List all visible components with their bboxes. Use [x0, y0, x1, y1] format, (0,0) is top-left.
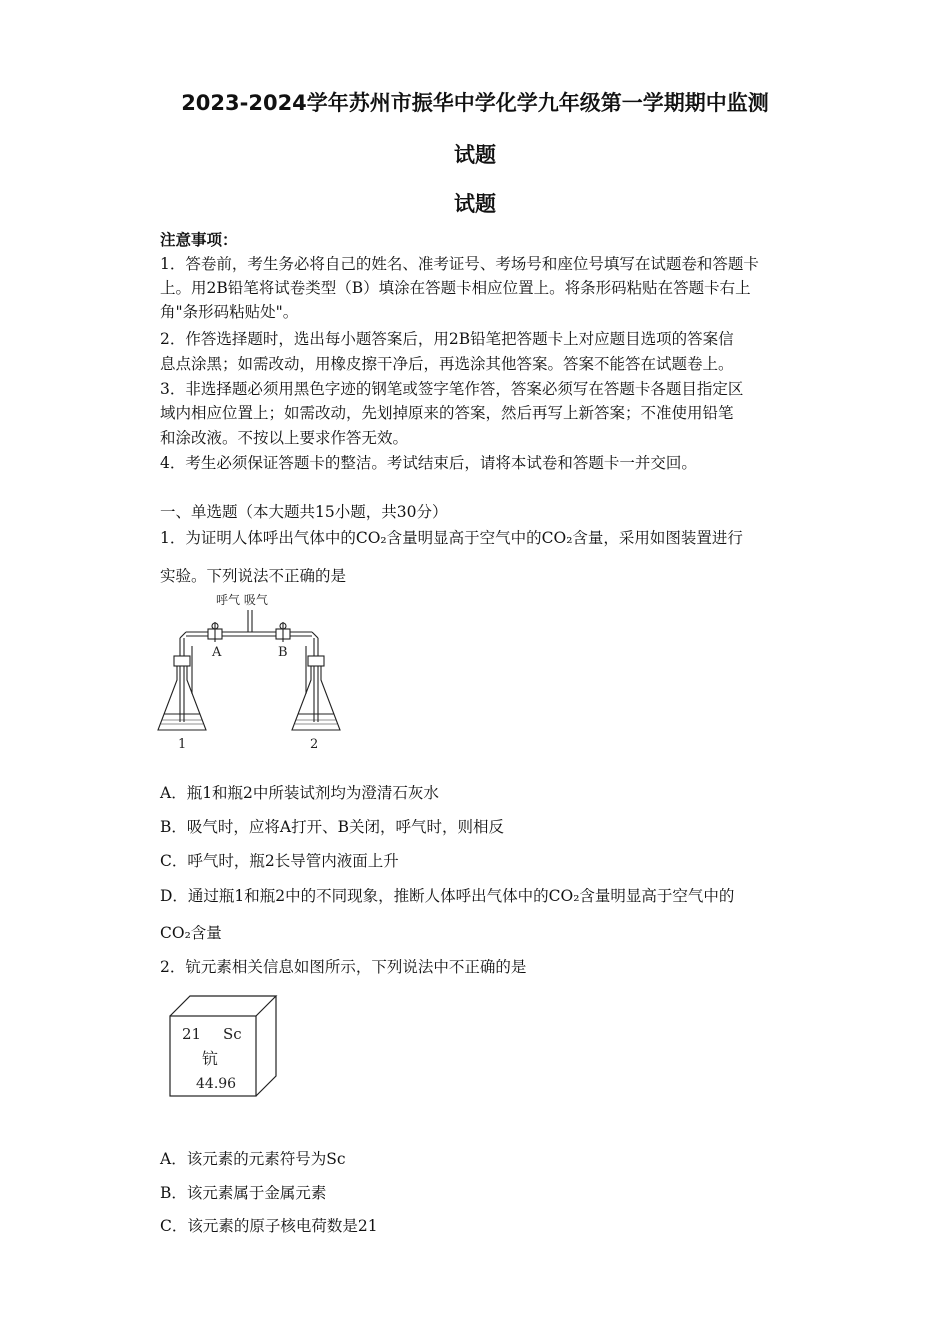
notice-line: 角"条形码粘贴处"。 — [160, 303, 299, 321]
valve-b-label: B — [278, 645, 288, 660]
question-2-stem: 2．钪元素相关信息如图所示，下列说法中不正确的是 — [160, 958, 527, 976]
section-heading: 一、单选题（本大题共15小题，共30分） — [160, 503, 448, 521]
question-1-option-d: D．通过瓶1和瓶2中的不同现象，推断人体呼出气体中的CO₂含量明显高于空气中的 — [160, 887, 735, 905]
notice-line: 4．考生必须保证答题卡的整洁。考试结束后，请将本试卷和答题卡一并交回。 — [160, 454, 697, 472]
page-subtitle: 试题 — [454, 192, 496, 216]
notice-line: 息点涂黑；如需改动，用橡皮擦干净后，再选涂其他答案。答案不能答在试题卷上。 — [160, 355, 734, 373]
question-1-stem: 1．为证明人体呼出气体中的CO₂含量明显高于空气中的CO₂含量，采用如图装置进行 — [160, 529, 743, 547]
notice-line: 和涂改液。不按以上要求作答无效。 — [160, 429, 409, 447]
flask-2-icon — [292, 666, 340, 730]
notice-line: 域内相应位置上；如需改动，先划掉原来的答案，然后再写上新答案；不准使用铅笔 — [160, 404, 734, 422]
notice-line: 3．非选择题必须用黑色字迹的钢笔或签字笔作答，答案必须写在答题卡各题目指定区 — [160, 380, 744, 398]
gas-apparatus-figure — [150, 590, 350, 760]
notice-line: 上。用2B铅笔将试卷类型（B）填涂在答题卡相应位置上。将条形码粘贴在答题卡右上 — [160, 279, 751, 297]
element-atomic-mass: 44.96 — [196, 1076, 237, 1092]
element-symbol: Sc — [223, 1025, 242, 1043]
element-atomic-number: 21 — [182, 1025, 202, 1043]
element-name: 钪 — [202, 1049, 219, 1068]
notice-line: 2．作答选择题时，选出每小题答案后，用2B铅笔把答题卡上对应题目选项的答案信 — [160, 330, 734, 348]
question-2-option-b: B．该元素属于金属元素 — [160, 1184, 327, 1202]
question-1-option-c: C．呼气时，瓶2长导管内液面上升 — [160, 852, 399, 870]
figure-label-breathe: 呼气 吸气 — [216, 593, 268, 607]
question-1-option-a: A．瓶1和瓶2中所装试剂均为澄清石灰水 — [160, 784, 439, 802]
valve-a-label: A — [212, 645, 222, 660]
question-1-stem-cont: 实验。下列说法不正确的是 — [160, 567, 347, 585]
question-1-option-d-cont: CO₂含量 — [160, 924, 222, 942]
stopper-2-icon — [308, 656, 324, 666]
notice-heading: 注意事项： — [160, 230, 238, 249]
element-card-figure — [168, 994, 283, 1099]
question-1-option-b: B．吸气时，应将A打开、B关闭，呼气时，则相反 — [160, 818, 504, 836]
flask-2-label: 2 — [310, 737, 319, 752]
question-2-option-a: A．该元素的元素符号为Sc — [160, 1150, 346, 1168]
page-title-line2: 试题 — [454, 143, 496, 167]
flask-1-icon — [158, 666, 206, 730]
flask-1-label: 1 — [178, 737, 187, 752]
notice-line: 1．答卷前，考生务必将自己的姓名、准考证号、考场号和座位号填写在试题卷和答题卡 — [160, 255, 759, 273]
stopper-1-icon — [174, 656, 190, 666]
page-title: 2023-2024学年苏州市振华中学化学九年级第一学期期中监测 — [181, 91, 769, 115]
question-2-option-c: C．该元素的原子核电荷数是21 — [160, 1217, 378, 1235]
